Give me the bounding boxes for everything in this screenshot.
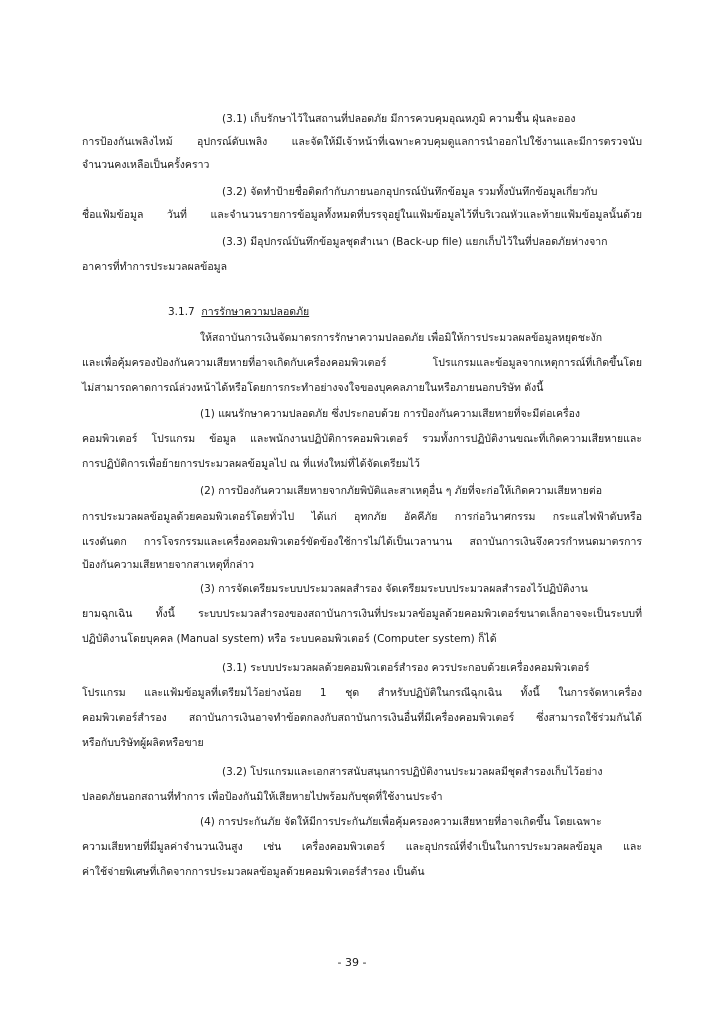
text-line: (3.1) ระบบประมวลผลด้วยคอมพิวเตอร์สำรอง ควรประกอบด้วยเครื่องคอมพิวเตอร์ xyxy=(222,662,590,674)
text-line: การประมวลผลข้อมูลด้วยคอมพิวเตอร์โดยทั่วไป ได้แก่ อุทกภัย อัคคีภัย การก่อวินาศกรรม กระแสไฟฟ้าดับหรือ xyxy=(82,511,642,523)
text-line: ความเสียหายที่มีมูลค่าจำนวนเงินสูง เช่น เครื่องคอมพิวเตอร์ และอุปกรณ์ที่จำเป็นในการประมวลผลข้อมูล และ xyxy=(82,841,642,853)
text-line: ค่าใช้จ่ายพิเศษที่เกิดจากการประมวลผลข้อมูลด้วยคอมพิวเตอร์สำรอง เป็นต้น xyxy=(82,866,425,878)
text-line: คอมพิวเตอร์สำรอง สถาบันการเงินอาจทำข้อตกลงกับสถาบันการเงินอื่นที่มีเครื่องคอมพิวเตอร์ ซึ่งสามารถใช้ร่วมกันได้ xyxy=(82,712,642,724)
text-line: (2) การป้องกันความเสียหายจากภัยพิบัติและสาเหตุอื่น ๆ ภัยที่จะก่อให้เกิดความเสียหายต่อ xyxy=(200,485,602,497)
text-line: การป้องกันเพลิงไหม้ อุปกรณ์ดับเพลิง และจัดให้มีเจ้าหน้าที่เฉพาะควบคุมดูแลการนำออกไปใช้งานและมีการตรวจนับ xyxy=(82,136,642,148)
text-line: (1) แผนรักษาความปลอดภัย ซึ่งประกอบด้วย การป้องกันความเสียหายที่จะมีต่อเครื่อง xyxy=(200,408,581,420)
text-line: ป้องกันความเสียหายจากสาเหตุที่กล่าว xyxy=(82,559,255,571)
text-line: คอมพิวเตอร์ โปรแกรม ข้อมูล และพนักงานปฏิบัติการคอมพิวเตอร์ รวมทั้งการปฏิบัติงานขณะที่เกิดความเสียหายและ xyxy=(82,433,642,445)
section-heading xyxy=(168,305,309,319)
text-line: แรงดันตก การโจรกรรมและเครื่องคอมพิวเตอร์ขัดข้องใช้การไม่ได้เป็นเวลานาน สถาบันการเงินจึงควรกำหนดมาตรการ xyxy=(82,536,642,548)
text-line: (3.3) มีอุปกรณ์บันทึกข้อมูลชุดสำเนา (Back-up file) แยกเก็บไว้ในที่ปลอดภัยห่างจาก xyxy=(222,236,608,248)
text-line: ปฏิบัติงานโดยบุคคล (Manual system) หรือ ระบบคอมพิวเตอร์ (Computer system) ก็ได้ xyxy=(82,633,497,645)
text-line: การปฏิบัติการเพื่อย้ายการประมวลผลข้อมูลไป ณ ที่แห่งใหม่ที่ได้จัดเตรียมไว้ xyxy=(82,458,420,470)
text-line: โปรแกรม และแฟ้มข้อมูลที่เตรียมไว้อย่างน้อย 1 ชุด สำหรับปฏิบัติในกรณีฉุกเฉิน ทั้งนี้ ในการจัดหาเครื่อง xyxy=(82,687,642,699)
page-number: - 39 - xyxy=(337,956,367,969)
text-line: (3.2) โปรแกรมและเอกสารสนับสนุนการปฏิบัติงานประมวลผลมีชุดสำรองเก็บไว้อย่าง xyxy=(222,766,603,778)
text-line: ไม่สามารถคาดการณ์ล่วงหน้าได้หรือโดยการกระทำอย่างจงใจของบุคคลภายในหรือภายนอกบริษัท ดังนี้ xyxy=(82,382,544,394)
text-line: (4) การประกันภัย จัดให้มีการประกันภัยเพื่อคุ้มครองความเสียหายที่อาจเกิดขึ้น โดยเฉพาะ xyxy=(200,816,602,828)
text-line: จำนวนคงเหลือเป็นครั้งคราว xyxy=(82,159,210,171)
text-line: ให้สถาบันการเงินจัดมาตรการรักษาความปลอดภัย เพื่อมิให้การประมวลผลข้อมูลหยุดชะงัก xyxy=(200,332,603,344)
text-line: (3) การจัดเตรียมระบบประมวลผลสำรอง จัดเตรียมระบบประมวลผลสำรองไว้ปฏิบัติงาน xyxy=(200,583,588,595)
text-line: อาคารที่ทำการประมวลผลข้อมูล xyxy=(82,261,228,273)
text-line: ยามฉุกเฉิน ทั้งนี้ ระบบประมวลสำรองของสถาบันการเงินที่ประมวลข้อมูลด้วยคอมพิวเตอร์ขนาดเล็กอาจจะเป็นระบบที่ xyxy=(82,608,642,620)
text-line: และเพื่อคุ้มครองป้องกันความเสียหายที่อาจเกิดกับเครื่องคอมพิวเตอร์ โปรแกรมและข้อมูลจากเหตุการณ์ที่เกิดขึ้นโดย xyxy=(82,357,642,369)
section-number: 3.1.7 xyxy=(168,306,195,318)
text-line: หรือกับบริษัทผู้ผลิตหรือขาย xyxy=(82,737,204,749)
text-line: ชื่อแฟ้มข้อมูล วันที่ และจำนวนรายการข้อมูลทั้งหมดที่บรรจุอยู่ในแฟ้มข้อมูลไว้ที่บริเวณหัวและท้ายแฟ้มข้อมูลนั้นด้วย xyxy=(82,209,642,221)
section-title: การรักษาความปลอดภัย xyxy=(201,306,310,318)
text-line: ปลอดภัยนอกสถานที่ทำการ เพื่อป้องกันมิให้เสียหายไปพร้อมกับชุดที่ใช้งานประจำ xyxy=(82,791,443,803)
text-line: (3.1) เก็บรักษาไว้ในสถานที่ปลอดภัย มีการควบคุมอุณหภูมิ ความชื้น ฝุ่นละออง xyxy=(222,113,576,125)
text-line: (3.2) จัดทำป้ายชื่อติดกำกับภายนอกอุปกรณ์บันทึกข้อมูล รวมทั้งบันทึกข้อมูลเกี่ยวกับ xyxy=(222,186,598,198)
